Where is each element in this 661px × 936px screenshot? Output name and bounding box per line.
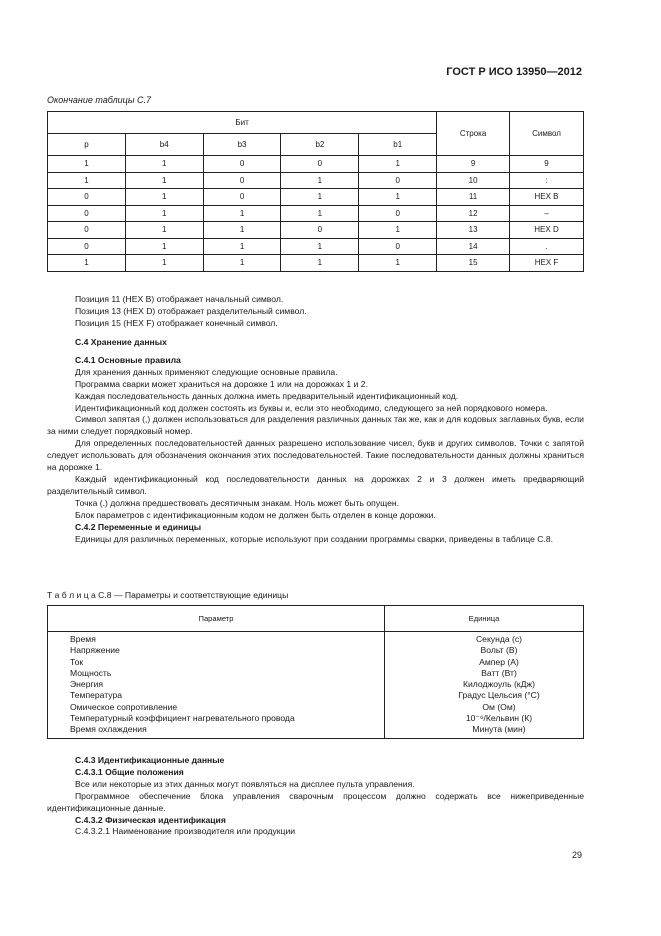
table-row bbox=[48, 222, 584, 239]
symbol-header: Символ bbox=[510, 112, 584, 156]
symbol-cell: HEX F bbox=[510, 255, 584, 272]
param-item: Время bbox=[70, 634, 96, 644]
row-cell: 11 bbox=[437, 189, 510, 206]
paragraph: Блок параметров с идентификационным кодом не должен быть отделен в конце дорожки. bbox=[75, 509, 436, 520]
table-c8 bbox=[47, 605, 584, 739]
unit-item: Градус Цельсия (°С) bbox=[458, 690, 540, 701]
bit-cell: 1 bbox=[125, 156, 203, 173]
symbol-cell: 9 bbox=[510, 156, 584, 173]
bit-cell: 0 bbox=[203, 189, 281, 206]
position-line: Позиция 11 (HEX B) отображает начальный символ. bbox=[75, 294, 284, 304]
symbol-cell: – bbox=[510, 205, 584, 222]
bit-cell: 1 bbox=[125, 255, 203, 272]
table-c7-caption: Окончание таблицы С.7 bbox=[47, 95, 151, 105]
unit-item: Вольт (В) bbox=[480, 645, 518, 656]
table-c7-body bbox=[48, 156, 584, 272]
row-cell: 12 bbox=[437, 205, 510, 222]
symbol-cell: : bbox=[510, 172, 584, 189]
row-cell: 10 bbox=[437, 172, 510, 189]
paragraph: Для хранения данных применяют следующие основные правила. bbox=[75, 366, 338, 377]
unit-item: Ампер (А) bbox=[479, 656, 519, 667]
paragraph: Все или некоторые из этих данных могут появляться на дисплее пульта управления. bbox=[75, 778, 415, 789]
bit-cell: 0 bbox=[203, 156, 281, 173]
paragraph: Точка (.) должна предшествовать десятичным знакам. Ноль может быть опущен. bbox=[75, 497, 399, 508]
bit-cell: 1 bbox=[48, 156, 126, 173]
section-c43 bbox=[47, 755, 584, 838]
bit-cell: 1 bbox=[125, 205, 203, 222]
param-item: Температурный коэффициент нагревательного провода bbox=[70, 713, 295, 724]
paragraph: Каждый идентификационный код последовательности данных на дорожках 2 и 3 должен иметь предваряющий разделительный символ. bbox=[47, 473, 584, 496]
unit-list bbox=[385, 632, 584, 739]
symbol-cell: HEX B bbox=[510, 189, 584, 206]
bit-col-header: b3 bbox=[203, 134, 281, 156]
paragraph: Символ запятая (,) должен использоваться для разделения различных данных так же, как и для кодовых заглавных букв, если за ними следует порядковый номер. bbox=[47, 414, 584, 437]
bit-cell: 1 bbox=[125, 172, 203, 189]
section-c4-title: С.4 Хранение данных bbox=[75, 337, 167, 347]
bit-cell: 1 bbox=[359, 222, 437, 239]
bit-cell: 0 bbox=[48, 205, 126, 222]
bit-cell: 1 bbox=[203, 238, 281, 255]
symbol-cell: HEX D bbox=[510, 222, 584, 239]
bit-cell: 0 bbox=[48, 222, 126, 239]
bit-cell: 1 bbox=[203, 222, 281, 239]
bit-cell: 1 bbox=[359, 156, 437, 173]
section-c43-title: С.4.3 Идентификационные данные bbox=[75, 755, 225, 765]
table-row bbox=[48, 238, 584, 255]
bit-cell: 1 bbox=[125, 189, 203, 206]
table-row bbox=[48, 255, 584, 272]
param-item: Ток bbox=[70, 656, 84, 667]
row-header: Строка bbox=[437, 112, 510, 156]
unit-item: Ом (Ом) bbox=[482, 701, 516, 712]
unit-item: Секунда (с) bbox=[475, 634, 523, 644]
position-line: Позиция 15 (HEX F) отображает конечный символ. bbox=[75, 317, 278, 328]
position-line: Позиция 13 (HEX D) отображает разделительный символ. bbox=[75, 305, 307, 316]
bit-col-header: b4 bbox=[125, 134, 203, 156]
bit-cell: 0 bbox=[203, 172, 281, 189]
param-item: Мощность bbox=[70, 667, 112, 678]
bit-cell: 1 bbox=[359, 189, 437, 206]
symbol-cell: . bbox=[510, 238, 584, 255]
section-c431-title: С.4.3.1 Общие положения bbox=[75, 766, 184, 777]
paragraph: Идентификационный код должен состоять из буквы и, если это необходимо, следующего за ней порядкового номера. bbox=[75, 402, 548, 413]
section-c41-title: С.4.1 Основные правила bbox=[75, 354, 181, 365]
bit-cell: 1 bbox=[125, 238, 203, 255]
bit-cell: 1 bbox=[203, 255, 281, 272]
bit-header: Бит bbox=[48, 112, 437, 134]
bit-cell: 1 bbox=[359, 255, 437, 272]
section-c4 bbox=[47, 337, 584, 545]
row-cell: 13 bbox=[437, 222, 510, 239]
section-c4321-title: С.4.3.2.1 Наименование производителя или продукции bbox=[75, 826, 296, 837]
param-item: Температура bbox=[70, 690, 123, 701]
unit-item: Минута (мин) bbox=[472, 724, 526, 735]
table-row bbox=[48, 189, 584, 206]
bit-cell: 1 bbox=[203, 205, 281, 222]
param-item: Омическое сопротивление bbox=[70, 701, 178, 712]
unit-item: Ватт (Вт) bbox=[481, 667, 517, 678]
bit-cell: 0 bbox=[281, 222, 359, 239]
bit-cell: 1 bbox=[281, 172, 359, 189]
bit-col-header: p bbox=[48, 134, 126, 156]
bit-cell: 0 bbox=[359, 205, 437, 222]
bit-cell: 1 bbox=[48, 255, 126, 272]
bit-cell: 1 bbox=[281, 238, 359, 255]
param-item: Энергия bbox=[70, 679, 104, 690]
param-item: Напряжение bbox=[70, 645, 120, 656]
param-list bbox=[48, 632, 385, 739]
positions-block bbox=[47, 294, 584, 330]
bit-cell: 1 bbox=[281, 255, 359, 272]
table-row bbox=[48, 172, 584, 189]
paragraph: Для определенных последовательностей данных разрешено использование чисел, букв и других символов. Точки с запятой следует использовать для обозначения окончания этих последовательностей. Такие последовательности данных должны храниться на дорожке 1. bbox=[47, 438, 584, 473]
bit-col-header: b2 bbox=[281, 134, 359, 156]
row-cell: 9 bbox=[437, 156, 510, 173]
bit-cell: 0 bbox=[359, 172, 437, 189]
bit-cell: 0 bbox=[359, 238, 437, 255]
row-cell: 14 bbox=[437, 238, 510, 255]
unit-item: 10⁻⁶/Кельвин (К) bbox=[465, 713, 533, 724]
unit-item: Килоджоуль (кДж) bbox=[463, 679, 535, 690]
bit-cell: 0 bbox=[48, 189, 126, 206]
paragraph: Программа сварки может храниться на дорожке 1 или на дорожках 1 и 2. bbox=[75, 378, 368, 389]
bit-cell: 1 bbox=[48, 172, 126, 189]
table-c7 bbox=[47, 111, 584, 272]
section-c42-title: С.4.2 Переменные и единицы bbox=[75, 521, 202, 532]
section-c432-title: С.4.3.2 Физическая идентификация bbox=[75, 814, 226, 825]
paragraph: Единицы для различных переменных, которые используют при создании программы сварки, приведены в таблице С.8. bbox=[75, 533, 554, 544]
bit-col-header: b1 bbox=[359, 134, 437, 156]
row-cell: 15 bbox=[437, 255, 510, 272]
param-item: Время охлаждения bbox=[70, 724, 147, 735]
standard-header: ГОСТ Р ИСО 13950—2012 bbox=[446, 66, 582, 78]
bit-cell: 0 bbox=[281, 156, 359, 173]
table-row bbox=[48, 156, 584, 173]
bit-cell: 1 bbox=[281, 205, 359, 222]
bit-cell: 1 bbox=[281, 189, 359, 206]
bit-cell: 0 bbox=[48, 238, 126, 255]
paragraph: Каждая последовательность данных должна иметь предварительный идентификационный код. bbox=[75, 390, 459, 401]
bit-cell: 1 bbox=[125, 222, 203, 239]
page-number: 29 bbox=[571, 850, 582, 860]
table-row bbox=[48, 205, 584, 222]
paragraph: Программное обеспечение блока управления сварочным процессом должно содержать все нижеприведенные идентификационные данные. bbox=[47, 790, 584, 813]
table-c8-caption: Т а б л и ц а С.8 — Параметры и соответствующие единицы bbox=[47, 590, 289, 600]
param-header: Параметр bbox=[48, 606, 385, 632]
unit-header: Единица bbox=[385, 606, 584, 632]
